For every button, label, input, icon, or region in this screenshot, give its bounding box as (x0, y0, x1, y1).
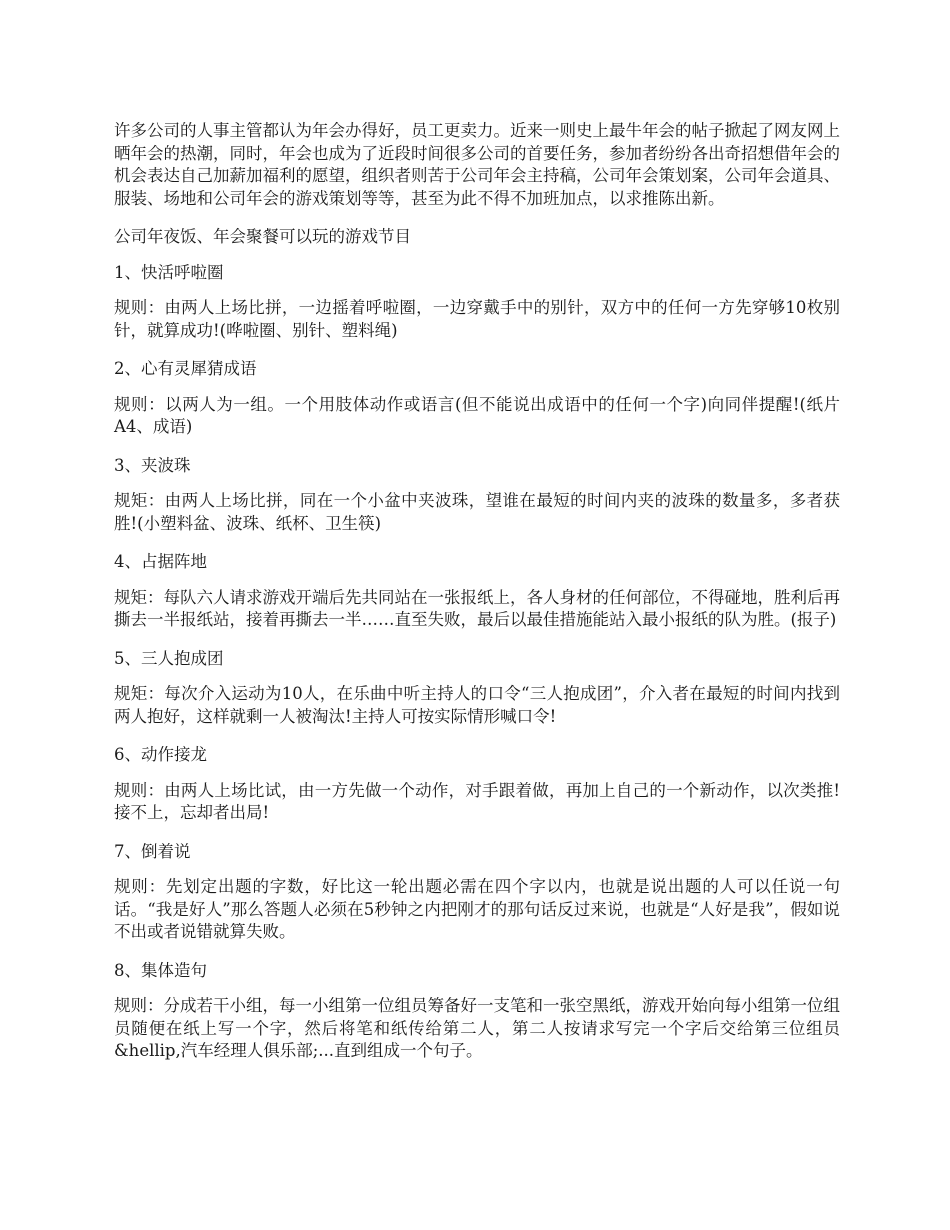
game-title: 6、动作接龙 (114, 745, 207, 764)
game-title: 2、心有灵犀猜成语 (114, 359, 257, 378)
game-rule: 规则：由两人上场比试，由一方先做一个动作，对手跟着做，再加上自己的一个新动作，以次类推!接不上，忘却者出局! (114, 780, 840, 822)
game-rule: 规矩：每队六人请求游戏开端后先共同站在一张报纸上，各人身材的任何部位，不得碰地，胜利后再撕去一半报纸站，接着再撕去一半……直至失败，最后以最佳措施能站入最小报纸的队为胜。(报子) (114, 587, 840, 629)
game-title: 3、夹波珠 (114, 455, 191, 475)
game-title: 7、倒着说 (114, 841, 191, 861)
game-rule: 规则：由两人上场比拼，一边摇着呼啦圈，一边穿戴手中的别针，双方中的任何一方先穿够10枚别针，就算成功!(哗啦圈、别针、塑料绳) (114, 298, 840, 340)
game-rule: 规则：先划定出题的字数，好比这一轮出题必需在四个字以内，也就是说出题的人可以任说一句话。“我是好人”那么答题人必须在5秒钟之内把刚才的那句话反过来说，也就是“人好是我”，假如说不出或者说错就算失败。 (114, 877, 840, 941)
game-rule: 规矩：由两人上场比拼，同在一个小盆中夹波珠，望谁在最短的时间内夹的波珠的数量多，多者获胜!(小塑料盆、波珠、纸杯、卫生筷) (114, 491, 840, 533)
document-body (114, 120, 840, 1079)
game-title: 8、集体造句 (114, 960, 207, 980)
game-rule: 规则：分成若干小组，每一小组第一位组员筹备好一支笔和一张空黑纸，游戏开始向每小组第一位组员随便在纸上写一个字，然后将笔和纸传给第二人，第二人按请求写完一个字后交给第三位组员&hellip,汽车经理人俱乐部;...直到组成一个句子。 (114, 996, 840, 1060)
game-title: 1、快活呼啦圈 (114, 262, 224, 282)
game-rule: 规则：以两人为一组。一个用肢体动作或语言(但不能说出成语中的任何一个字)向同伴提醒!(纸片A4、成语) (114, 394, 840, 436)
game-title: 5、三人抱成团 (114, 648, 224, 668)
game-title: 4、占据阵地 (114, 552, 207, 571)
game-rule: 规矩：每次介入运动为10人，在乐曲中听主持人的口令“三人抱成团”，介入者在最短的时间内找到两人抱好，这样就剩一人被淘汰!主持人可按实际情形喊口令! (114, 684, 840, 726)
intro-paragraph: 许多公司的人事主管都认为年会办得好，员工更卖力。近来一则史上最牛年会的帖子掀起了网友网上晒年会的热潮，同时，年会也成为了近段时间很多公司的首要任务，参加者纷纷各出奇招想借年会的机会表达自己加薪加福利的愿望，组织者则苦于公司年会主持稿，公司年会策划案，公司年会道具、服装、场地和公司年会的游戏策划等等，甚至为此不得不加班加点，以求推陈出新。 (114, 121, 840, 208)
section-subtitle: 公司年夜饭、年会聚餐可以玩的游戏节目 (114, 227, 411, 246)
